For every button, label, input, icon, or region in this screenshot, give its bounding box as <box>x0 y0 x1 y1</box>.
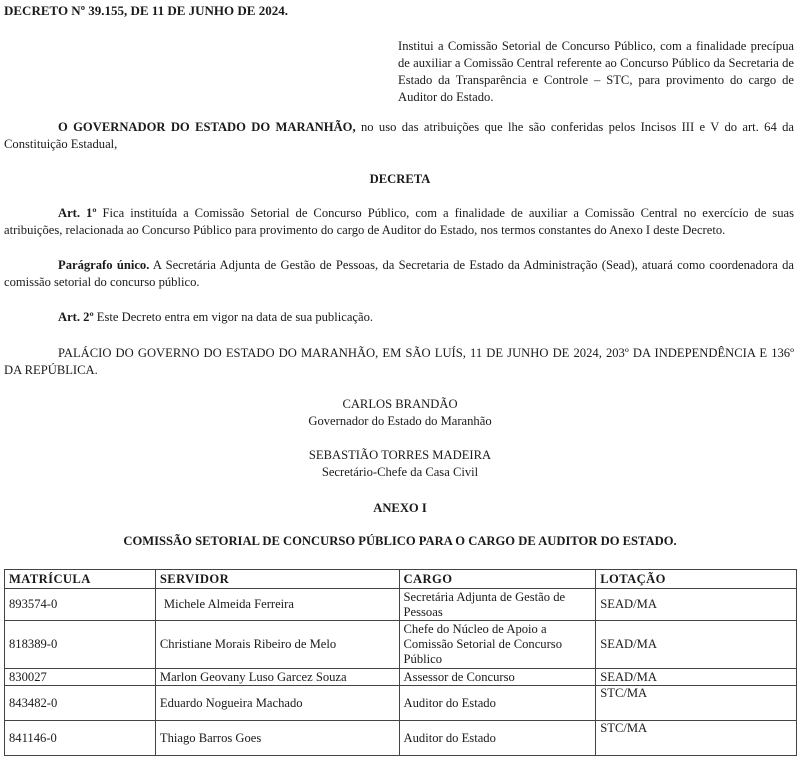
cell-cargo: Secretária Adjunta de Gestão de Pessoas <box>399 589 596 621</box>
signature-2-name: SEBASTIÃO TORRES MADEIRA <box>308 448 492 462</box>
column-header-matricula: MATRÍCULA <box>5 570 156 589</box>
cell-matricula: 893574-0 <box>5 589 156 621</box>
annex-label: ANEXO I <box>373 501 427 515</box>
annex-table <box>4 569 797 756</box>
cell-cargo: Assessor de Concurso <box>399 669 596 686</box>
table-row <box>5 686 797 721</box>
article-2 <box>4 309 794 326</box>
preamble-authority: O GOVERNADOR DO ESTADO DO MARANHÃO, <box>58 120 356 134</box>
preamble-text: no uso das atribuições que lhe são conferidas pelos Incisos III e V do art. 64 da Constituição Estadual, <box>4 120 794 151</box>
cell-cargo: Chefe do Núcleo de Apoio a Comissão Setorial de Concurso Público <box>399 621 596 669</box>
cell-cargo: Auditor do Estado <box>399 721 596 756</box>
cell-servidor: Thiago Barros Goes <box>155 721 399 756</box>
cell-servidor: Marlon Geovany Luso Garcez Souza <box>155 669 399 686</box>
decreta-heading: DECRETA <box>369 172 431 186</box>
column-header-lotacao: LOTAÇÃO <box>596 570 797 589</box>
article-1-label: Art. 1º <box>58 206 97 220</box>
cell-servidor: Eduardo Nogueira Machado <box>155 686 399 721</box>
article-2-label: Art. 2º <box>58 310 94 324</box>
closing-statement: PALÁCIO DO GOVERNO DO ESTADO DO MARANHÃO, EM SÃO LUÍS, 11 DE JUNHO DE 2024, 203º DA INDEPENDÊNCIA E 136º DA REPÚBLICA. <box>4 346 794 377</box>
cell-cargo: Auditor do Estado <box>399 686 596 721</box>
article-1 <box>4 205 794 239</box>
signature-1-role: Governador do Estado do Maranhão <box>308 414 492 428</box>
table-row <box>5 621 797 669</box>
cell-matricula: 841146-0 <box>5 721 156 756</box>
article-1-text: Fica instituída a Comissão Setorial de Concurso Público, com a finalidade de auxiliar a Comissão Central no exercício de suas atribuições, relacionada ao Concurso Público para provimento do cargo de Auditor do Estado, nos termos constantes do Anexo I deste Decreto. <box>4 206 794 237</box>
table-row <box>5 589 797 621</box>
preamble <box>4 119 794 153</box>
signature-2-role: Secretário-Chefe da Casa Civil <box>321 465 479 479</box>
cell-matricula: 843482-0 <box>5 686 156 721</box>
cell-matricula: 830027 <box>5 669 156 686</box>
table-row <box>5 669 797 686</box>
article-2-text: Este Decreto entra em vigor na data de sua publicação. <box>93 310 374 324</box>
column-header-cargo: CARGO <box>399 570 596 589</box>
cell-servidor: Christiane Morais Ribeiro de Melo <box>155 621 399 669</box>
sole-paragraph-text: A Secretária Adjunta de Gestão de Pessoas, da Secretaria de Estado da Administração (Sead), atuará como coordenadora da comissão setorial do concurso público. <box>4 258 794 289</box>
annex-title: COMISSÃO SETORIAL DE CONCURSO PÚBLICO PARA O CARGO DE AUDITOR DO ESTADO. <box>123 534 677 548</box>
cell-lotacao: SEAD/MA <box>596 621 797 669</box>
cell-lotacao: STC/MA <box>596 721 797 756</box>
column-header-servidor: SERVIDOR <box>155 570 399 589</box>
table-header-row <box>5 570 797 589</box>
table-row <box>5 721 797 756</box>
cell-lotacao: STC/MA <box>596 686 797 721</box>
cell-lotacao: SEAD/MA <box>596 669 797 686</box>
cell-matricula: 818389-0 <box>5 621 156 669</box>
sole-paragraph-label: Parágrafo único. <box>58 258 150 272</box>
decree-title: DECRETO Nº 39.155, DE 11 DE JUNHO DE 2024. <box>4 3 288 18</box>
signature-1-name: CARLOS BRANDÃO <box>342 397 458 411</box>
cell-servidor: Michele Almeida Ferreira <box>155 589 399 621</box>
sole-paragraph <box>4 257 794 291</box>
decree-summary: Institui a Comissão Setorial de Concurso Público, com a finalidade precípua de auxiliar a Comissão Central referente ao Concurso Público da Secretaria de Estado da Transparência e Controle – STC, para provimento do cargo de Auditor do Estado. <box>398 39 794 104</box>
cell-lotacao: SEAD/MA <box>596 589 797 621</box>
